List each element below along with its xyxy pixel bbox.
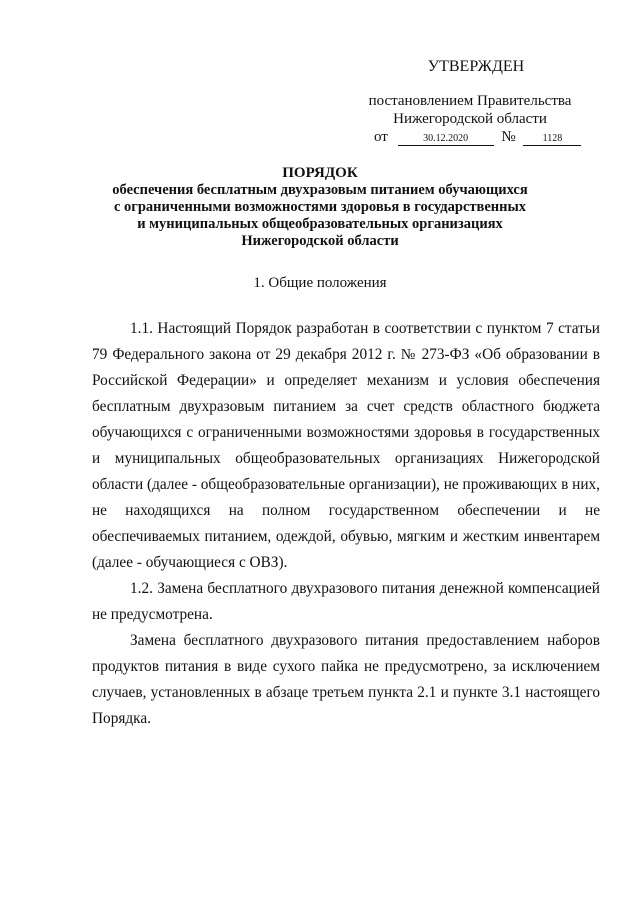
document-title [60, 165, 580, 250]
number-label: № [501, 129, 516, 145]
paragraph-1-2-continued: Замена бесплатного двухразового питания предоставлением наборов продуктов питания в виде сухого пайка не предусмотрено, за исключением случаев, установленных в абзаце третьем пункта 2.1 и пункте 3.1 настоящего Порядка. [92, 632, 600, 727]
decree-date: 30.12.2020 [398, 133, 494, 146]
from-label: от [374, 129, 388, 145]
approval-date-line [340, 128, 600, 146]
title-line-4: и муниципальных общеобразовательных организациях [137, 216, 503, 232]
title-line-1: ПОРЯДОК [282, 165, 358, 181]
approval-stamp [340, 58, 600, 146]
title-line-5: Нижегородской области [241, 233, 399, 249]
title-line-2: обеспечения бесплатным двухразовым питанием обучающихся [112, 182, 528, 198]
paragraph-1-2: 1.2. Замена бесплатного двухразового питания денежной компенсацией не предусмотрена. [92, 580, 600, 623]
document-body [92, 316, 600, 732]
approval-heading: УТВЕРЖДЕН [427, 58, 525, 75]
approval-line-1: постановлением Правительства [368, 93, 572, 109]
decree-number: 1128 [523, 133, 581, 146]
title-line-3: с ограниченными возможностями здоровья в государственных [113, 199, 527, 215]
section-heading: 1. Общие положения [253, 275, 387, 291]
paragraph-1-1: 1.1. Настоящий Порядок разработан в соответствии с пунктом 7 статьи 79 Федерального закона от 29 декабря 2012 г. № 273-ФЗ «Об образовании в Российской Федерации» и определяет механизм и условия обеспечения бесплатным двухразовым питанием за счет средств областного бюджета обучающихся с ограниченными возможностями здоровья в государственных и муниципальных общеобразовательных организациях Нижегородской области (далее - общеобразовательные организации), не проживающих в них, не находящихся на полном государственном обеспечении и не обеспечиваемых питанием, одеждой, обувью, мягким и жестким инвентарем (далее - обучающиеся с ОВЗ). [92, 320, 600, 571]
approval-line-2: Нижегородской области [393, 111, 547, 127]
